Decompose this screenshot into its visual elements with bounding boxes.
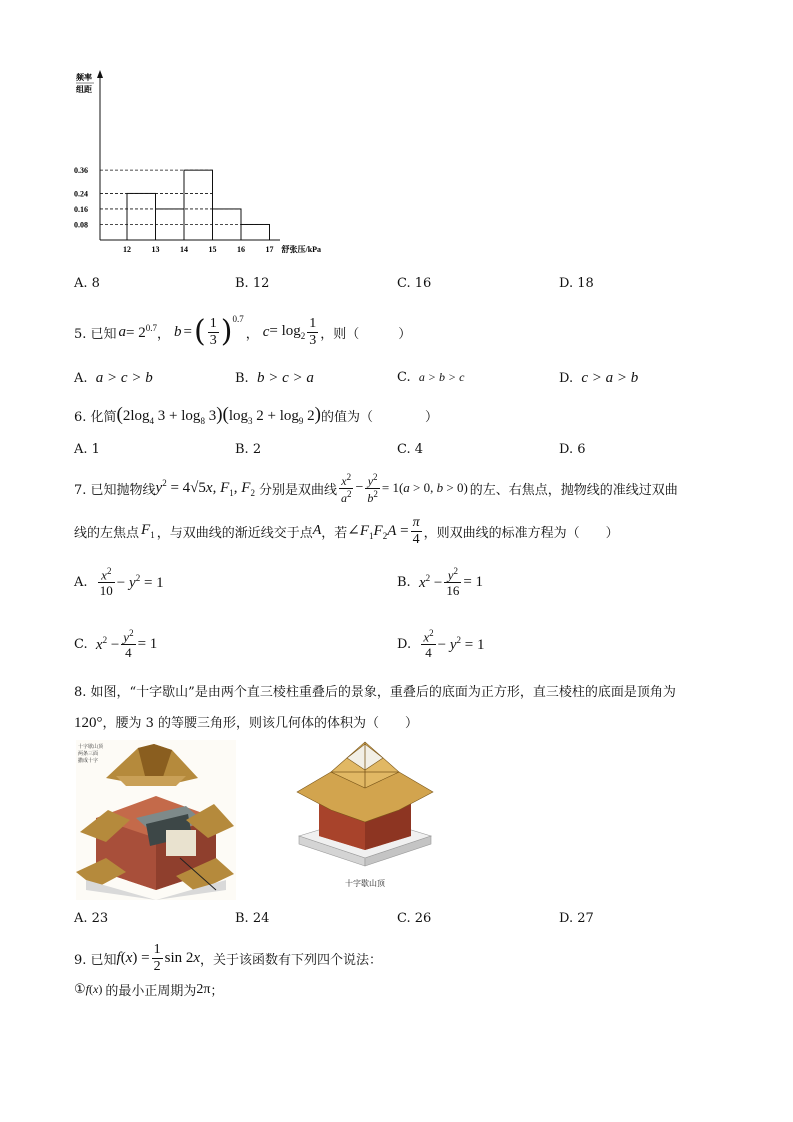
question-8-line2: 120°，腰为 3 的等腰三角形，则该几何体的体积为（ ）: [74, 715, 419, 731]
svg-text:两条三面: 两条三面: [78, 752, 99, 757]
histogram-bar-4: [241, 224, 270, 240]
svg-text:十字歇山顶: 十字歇山顶: [78, 745, 104, 750]
x-tick-1: 13: [151, 245, 160, 254]
x-tick-2: 14: [180, 245, 188, 254]
q8-option-d: D. 27: [559, 911, 594, 926]
q7-option-d: D. $\frac{x^2}{4}$ − $y^2 = 1$: [397, 627, 485, 661]
question-7-line2: 线的左焦点 $F_1$ ，与双曲线的渐近线交于点 A ，若 $\angle F_1F_2A$ = $\frac{\pi}{4}$ ，则双曲线的标准方程为（ ）: [74, 514, 619, 547]
x-label: 舒张压/kPa: [281, 245, 322, 254]
question-9-item-1: ① f(x) 的最小正周期为 2π ；: [74, 981, 224, 999]
q6-option-d: D. 6: [559, 442, 586, 457]
q4-option-b: B. 12: [235, 276, 270, 291]
q5-option-d: D. c > a > b: [559, 370, 639, 386]
y-tick-0: 0.36: [74, 166, 88, 176]
q4-option-c: C. 16: [397, 276, 432, 291]
y-tick-2: 0.16: [74, 204, 88, 214]
q7-option-a: A. $\frac{x^2}{10}$ − $y^2 = 1$: [74, 565, 164, 599]
cross-gable-cutaway-image: [76, 740, 236, 900]
q6-option-a: A. 1: [74, 442, 100, 457]
y-tick-3: 0.08: [74, 220, 88, 230]
q5-option-a: A. a > c > b: [74, 370, 153, 386]
q4-option-d: D. 18: [559, 276, 594, 291]
y-label-bottom: 组距: [76, 85, 92, 94]
question-9: 9. 已知 f(x) = $\frac{1}{2}$ sin 2x ，关于该函数有下列四个说法：: [74, 941, 383, 974]
question-8-line1: 8. 如图，“十字歇山”是由两个直三棱柱重叠后的景象，重叠后的底面为正方形，直三棱柱的底面是顶角为: [74, 685, 676, 700]
q5-number: 5. 已知: [74, 326, 117, 342]
y-label-top: 频率: [76, 73, 92, 82]
histogram-bar-2: [184, 170, 213, 240]
q4-option-a: A. 8: [74, 276, 100, 291]
question-5: 5. 已知 a = $2^{0.7}$ ， b = ( $\frac{1}{3}$ ) $^{0.7}$ ， c = $\log_2$ $\frac{1}{3}$ ，则（ ）: [74, 314, 412, 349]
q8-option-c: C. 26: [397, 911, 432, 926]
svg-text:撒成十字: 撒成十字: [78, 759, 99, 764]
question-6: 6. 化简 ($2\log_4$ $3 + \log_8 3)(\log_3$ $2 + \log_9 2$) 的值为（ ）: [74, 404, 438, 426]
y-axis-arrow: [97, 70, 103, 78]
q8-option-b: B. 24: [235, 911, 270, 926]
q5-option-c: C. a > b > c: [397, 370, 465, 385]
q5-option-b: B. b > c > a: [235, 370, 314, 386]
svg-text:十字歇山顶: 十字歇山顶: [345, 879, 385, 888]
x-tick-0: 12: [123, 245, 131, 254]
cross-gable-roof-image: [295, 740, 435, 892]
histogram-bar-1: [156, 209, 185, 240]
x-tick-4: 16: [237, 245, 245, 254]
histogram-chart: [70, 66, 350, 261]
q6-option-c: C. 4: [397, 442, 424, 457]
q8-option-a: A. 23: [74, 911, 109, 926]
q6-option-b: B. 2: [235, 442, 262, 457]
x-tick-5: 17: [265, 245, 274, 254]
question-7-line1: 7. 已知抛物线 $y^2 = 4√5x$, $F_1$, $F_2$ 分别是双曲线 $\frac{x^2}{a^2}$ − $\frac{y^2}{b^2}$ = 1(a > 0, b > 0) 的左、右焦点，抛物线的准线过双曲: [74, 471, 678, 505]
x-tick-3: 15: [208, 245, 217, 254]
histogram-bar-0: [127, 193, 156, 240]
q7-option-c: C. $x^2$ − $\frac{y^2}{4}$ = 1: [74, 627, 158, 661]
q7-option-b: B. $x^2$ − $\frac{y^2}{16}$ = 1: [397, 565, 484, 599]
y-tick-1: 0.24: [74, 189, 88, 199]
